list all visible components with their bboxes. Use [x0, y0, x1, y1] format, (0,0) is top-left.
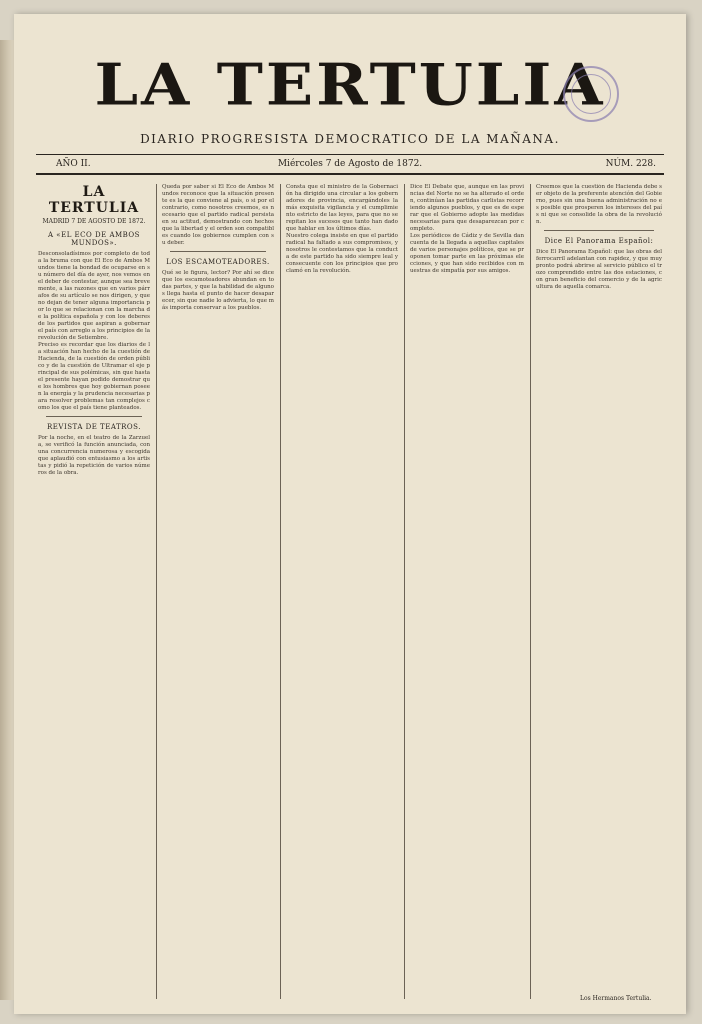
column-rule: [280, 184, 281, 999]
year-label: AÑO II.: [56, 159, 91, 169]
newspaper-page: [14, 14, 686, 1014]
column-2: [162, 184, 274, 994]
article-text: Dice El Panorama Español: que las obras del ferrocarril adelantan con rapidez, y que muy pronto podrá abrirse al servicio público el trozo comprendido entre las dos estaciones, con gran beneficio del comercio y de la agricultura de aquella comarca.: [536, 249, 662, 290]
article-headline: A «EL ECO DE AMBOS MUNDOS».: [48, 231, 140, 247]
article-text: Qué se le figura, lector? Por ahí se dice que los escamoteadores abundan en todas partes, y que la habilidad de algunos llega hasta el punto de hacer desaparecer, sin que nadie lo advierta, lo que más importa conservar a los pueblos.: [162, 270, 274, 311]
article-text: Queda por saber si El Eco de Ambos Mundos reconoce que la situación presente es la que conviene al país, o si por el contrario, como nosotros creemos, es necesario que el partido radical persista en su actitud, demostrando con hechos que la libertad y el orden son compatibles cuando los gobiernos cumplen con su deber.: [162, 184, 274, 246]
article-headline: Dice El Panorama Español:: [544, 237, 654, 245]
column-1: [38, 184, 150, 994]
page-edge: [0, 40, 14, 1000]
article-text: Dice El Debate que, aunque en las provincias del Norte no se ha alterado el orden, continúan las partidas carlistas recorriendo algunos pueblos, y que es de esperar que el Gobierno adopte las medidas necesarias para que desaparezcan por completo.: [410, 184, 524, 232]
article-text: Preciso es recordar que los diarios de la situación han hecho de la cuestión de Hacienda, de la cuestión de orden público y de la cuestión de Ultramar el eje principal de sus polémicas, sin que hasta el presente hayan podido demostrar que los hombres que hoy gobiernan poseen la energía y la prudencia necesarias para resolver problemas tan complejos como los que el país tiene planteados.: [38, 342, 150, 411]
signature: Los Hermanos Tertulia.: [580, 995, 652, 1002]
divider: [46, 416, 142, 417]
library-stamp: [563, 66, 619, 122]
section-title: LA TERTULIA: [48, 184, 140, 216]
masthead-subtitle: DIARIO PROGRESISTA DEMOCRATICO DE LA MAÑANA.: [140, 132, 560, 146]
article-headline: LOS ESCAMOTEADORES.: [166, 258, 270, 266]
article-text: Creemos que la cuestión de Hacienda debe ser objeto de la preferente atención del Gobierno, pues sin una buena administración no es posible que prosperen los intereses del país ni que se consolide la obra de la revolución.: [536, 184, 662, 225]
article-text: Nuestro colega insiste en que el partido radical ha faltado a sus compromisos, y nosotros le contestamos que la conducta de este partido ha sido siempre leal y consecuente con los principios que proclamó en la revolución.: [286, 233, 398, 274]
masthead-title: LA TERTULIA: [94, 50, 606, 119]
article-text: Consta que el ministro de la Gobernación ha dirigido una circular a los gobernadores de provincia, encargándoles la más exquisita vigilancia y el cumplimiento estricto de las leyes, para que no se repitan los sucesos que tanto han dado que hablar en los últimos días.: [286, 184, 398, 232]
column-4: [410, 184, 524, 994]
article-headline: REVISTA DE TEATROS.: [47, 423, 141, 431]
column-3: [286, 184, 398, 994]
dateline: [36, 154, 664, 175]
column-rule: [404, 184, 405, 999]
issue-number: NÚM. 228.: [605, 159, 656, 169]
column-5: [536, 184, 662, 994]
section-date: MADRID 7 DE AGOSTO DE 1872.: [42, 218, 146, 225]
divider: [170, 251, 266, 252]
column-rule: [530, 184, 531, 999]
article-text: Desconsoladísimos por completo de toda la bruma con que El Eco de Ambos Mundos tiene la bondad de ocuparse en su número del día de ayer, nos vemos en el deber de contestar, aunque sea brevemente, a las razones que en varios párrafos de su artículo se nos dirigen, y que no dejan de tener alguna importancia por lo que se relacionan con la marcha de la política española y con los deberes de los partidos que aspiran a gobernar el país con arreglo a los principios de la revolución de Setiembre.: [38, 251, 150, 341]
article-text: Los periódicos de Cádiz y de Sevilla dan cuenta de la llegada a aquellas capitales de varios personajes políticos, que se proponen tomar parte en las próximas elecciones, y que han sido recibidos con muestras de simpatía por sus amigos.: [410, 233, 524, 274]
issue-date: Miércoles 7 de Agosto de 1872.: [277, 159, 423, 169]
column-rule: [156, 184, 157, 999]
divider: [544, 230, 654, 231]
article-text: Por la noche, en el teatro de la Zarzuela, se verificó la función anunciada, con una concurrencia numerosa y escogida que aplaudió con entusiasmo a los artistas y pidió la repetición de varios números de la obra.: [38, 435, 150, 476]
